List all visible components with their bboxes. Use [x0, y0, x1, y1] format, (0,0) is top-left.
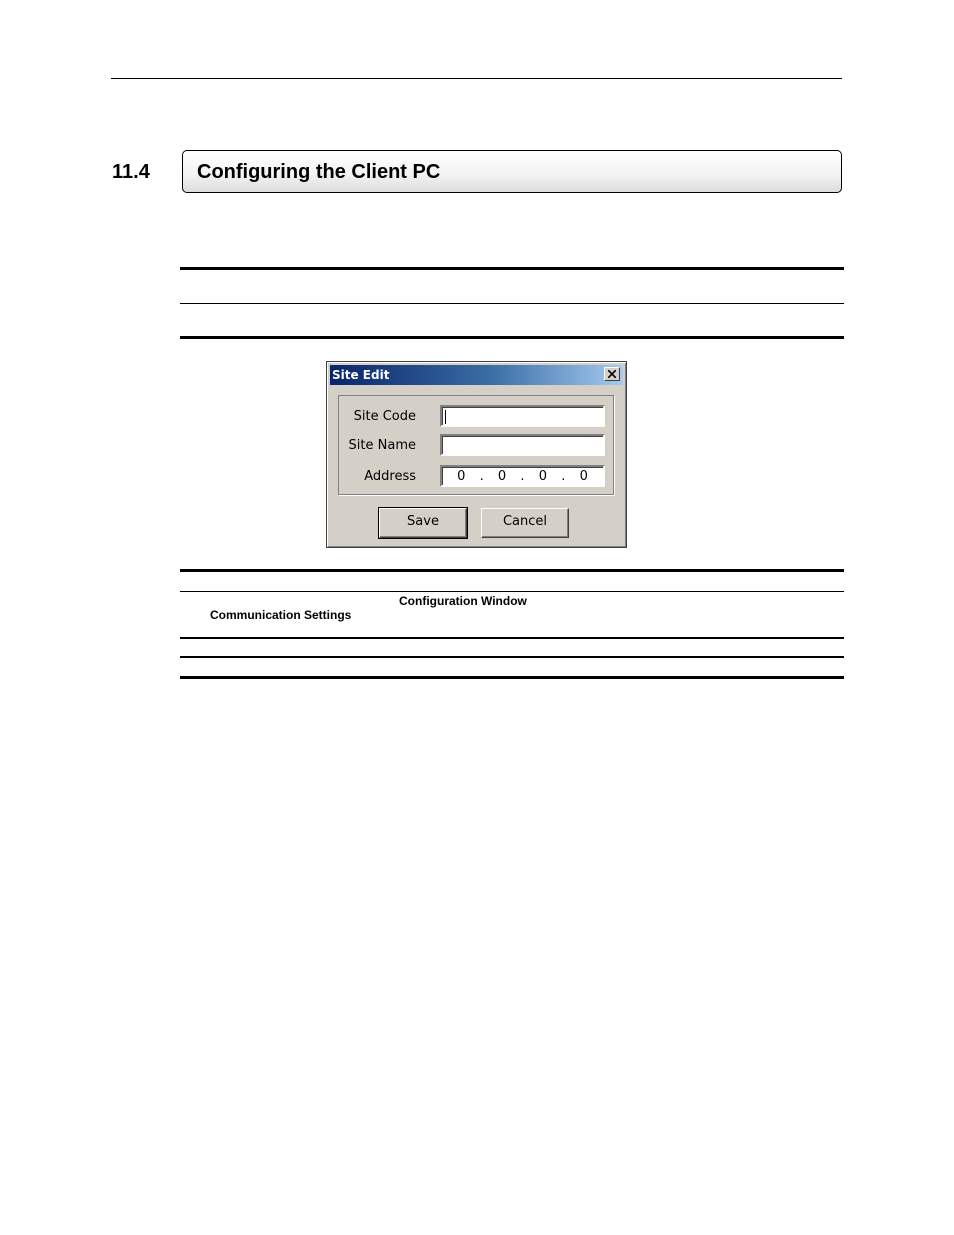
section-number: 11.4 — [112, 161, 150, 183]
ip-octet-1[interactable]: 0 — [457, 468, 466, 484]
dialog-title: Site Edit — [332, 368, 390, 382]
ip-octet-2[interactable]: 0 — [497, 468, 507, 484]
ip-dot: . — [520, 468, 525, 484]
communication-settings-text: Communication Settings — [210, 608, 352, 622]
note-bottom-rule — [180, 676, 844, 679]
note-rule-2 — [180, 637, 844, 639]
section-title: Configuring the Client PC — [197, 161, 441, 183]
ip-octet-4[interactable]: 0 — [579, 468, 588, 484]
close-icon — [608, 370, 616, 378]
save-button[interactable]: Save — [379, 508, 467, 538]
ip-dot: . — [479, 468, 484, 484]
address-ip-input[interactable] — [440, 465, 605, 487]
close-button[interactable] — [604, 367, 620, 381]
ip-dot: . — [561, 468, 566, 484]
note-row-rule — [180, 591, 844, 592]
configuration-window-text: Configuration Window — [399, 594, 527, 608]
site-name-label: Site Name — [348, 438, 416, 453]
site-edit-dialog — [326, 361, 627, 548]
note-top-rule — [180, 569, 844, 572]
site-fields-group — [338, 395, 614, 495]
dialog-titlebar[interactable] — [330, 365, 623, 385]
site-code-input[interactable] — [440, 405, 605, 427]
table-bottom-rule — [180, 336, 844, 339]
section-heading-box — [182, 150, 842, 193]
note-rule-3 — [180, 656, 844, 658]
cancel-button[interactable]: Cancel — [481, 508, 569, 538]
header-rule — [111, 78, 842, 79]
table-top-rule — [180, 267, 844, 270]
table-row-rule — [180, 303, 844, 304]
site-code-label: Site Code — [353, 409, 416, 424]
text-caret — [445, 410, 446, 424]
ip-octet-3[interactable]: 0 — [538, 468, 548, 484]
site-name-input[interactable] — [440, 434, 605, 456]
address-label: Address — [364, 469, 416, 484]
